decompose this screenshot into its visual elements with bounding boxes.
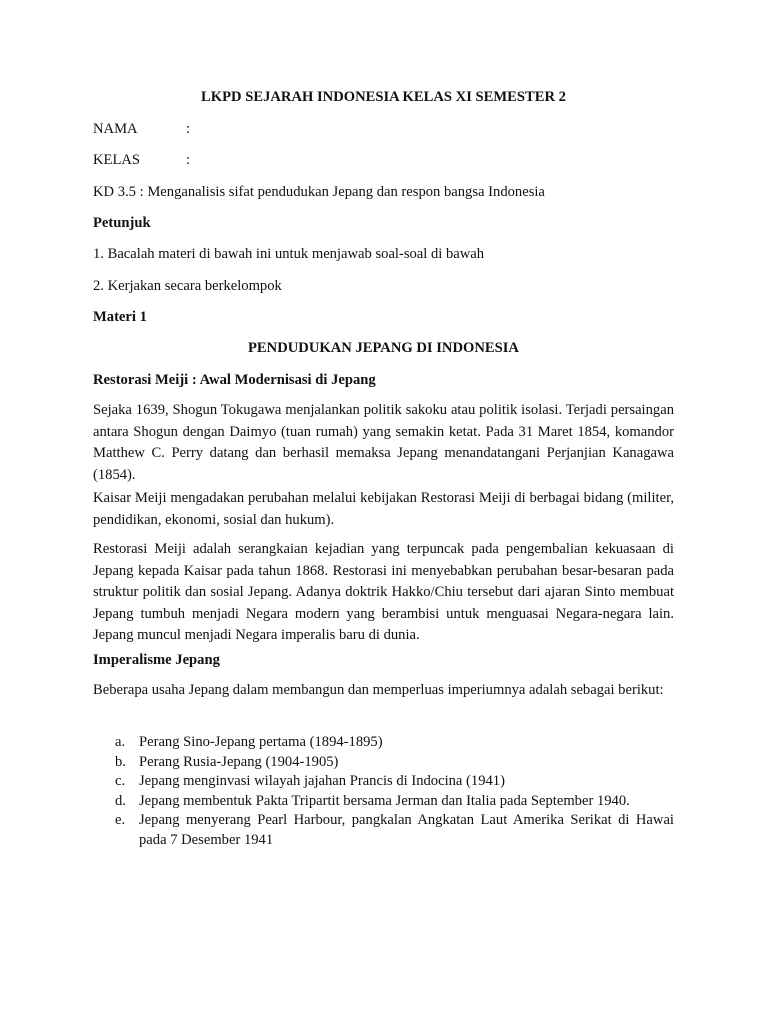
list-text: Jepang membentuk Pakta Tripartit bersama Jerman dan Italia pada September 1940. — [139, 792, 630, 809]
list-item — [93, 811, 674, 850]
list-text: Perang Sino-Jepang pertama (1894-1895) — [139, 734, 383, 750]
list-marker: b. — [115, 753, 126, 770]
kelas-colon: : — [186, 152, 191, 168]
list-item — [93, 733, 674, 753]
restorasi-paragraph-1: Sejaka 1639, Shogun Tokugawa menjalankan politik sakoku atau politik isolasi. Terjadi persaingan antara Shogun dengan Daimyo (tuan rumah) yang semakin ketat. Pada 31 Maret 1854, komandor Matthew C. Perry datang dan berhasil memaksa Jepang menandatangani Perjanjian Kanagawa (1854). — [93, 402, 674, 483]
document-title: LKPD SEJARAH INDONESIA KELAS XI SEMESTER 2 — [201, 89, 566, 105]
section-title: PENDUDUKAN JEPANG DI INDONESIA — [248, 340, 519, 356]
list-text: Jepang menginvasi wilayah jajahan Prancis di Indocina (1941) — [139, 773, 505, 789]
imperialisme-list — [93, 733, 674, 850]
list-marker: e. — [115, 812, 126, 828]
imperialisme-intro: Beberapa usaha Jepang dalam membangun dan memperluas imperiumnya adalah sebagai berikut: — [93, 682, 664, 698]
list-item — [93, 772, 674, 792]
materi-label: Materi 1 — [93, 309, 147, 325]
list-item — [93, 753, 674, 773]
list-item — [93, 792, 674, 812]
nama-colon: : — [186, 121, 191, 137]
petunjuk-item-1: 1. Bacalah materi di bawah ini untuk menjawab soal-soal di bawah — [93, 246, 485, 262]
restorasi-heading: Restorasi Meiji : Awal Modernisasi di Jepang — [93, 372, 376, 388]
kd-statement: KD 3.5 : Menganalisis sifat pendudukan Jepang dan respon bangsa Indonesia — [93, 184, 545, 200]
petunjuk-heading: Petunjuk — [93, 215, 151, 231]
list-marker: c. — [115, 773, 126, 789]
imperialisme-heading: Imperalisme Jepang — [93, 652, 220, 668]
kelas-label: KELAS — [93, 152, 141, 168]
kelas-field — [93, 151, 190, 169]
list-text: Perang Rusia-Jepang (1904-1905) — [139, 753, 339, 770]
list-text: Jepang menyerang Pearl Harbour, pangkalan Angkatan Laut Amerika Serikat di Hawai pada 7 Desember 1941 — [139, 812, 674, 848]
nama-field — [93, 120, 190, 138]
restorasi-paragraph-3: Restorasi Meiji adalah serangkaian kejadian yang terpuncak pada pengembalian kekuasaan di Jepang kepada Kaisar pada tahun 1868. Restorasi ini menyebabkan perubahan besar-besaran pada struktur politik dan sosial Jepang. Adanya doktrik Hakko/Chiu tersebut dari ajaran Sinto membuat Jepang tumbuh menjadi Negara modern yang berambisi untuk menguasai Negara-negara lain. Jepang muncul menjadi Negara imperalis baru di dunia. — [93, 541, 674, 643]
list-marker: a. — [115, 734, 126, 750]
petunjuk-item-2: 2. Kerjakan secara berkelompok — [93, 278, 282, 294]
restorasi-paragraph-2: Kaisar Meiji mengadakan perubahan melalui kebijakan Restorasi Meiji di berbagai bidang (militer, pendidikan, ekonomi, sosial dan hukum). — [93, 490, 674, 528]
nama-label: NAMA — [93, 121, 138, 137]
list-marker: d. — [115, 792, 126, 809]
